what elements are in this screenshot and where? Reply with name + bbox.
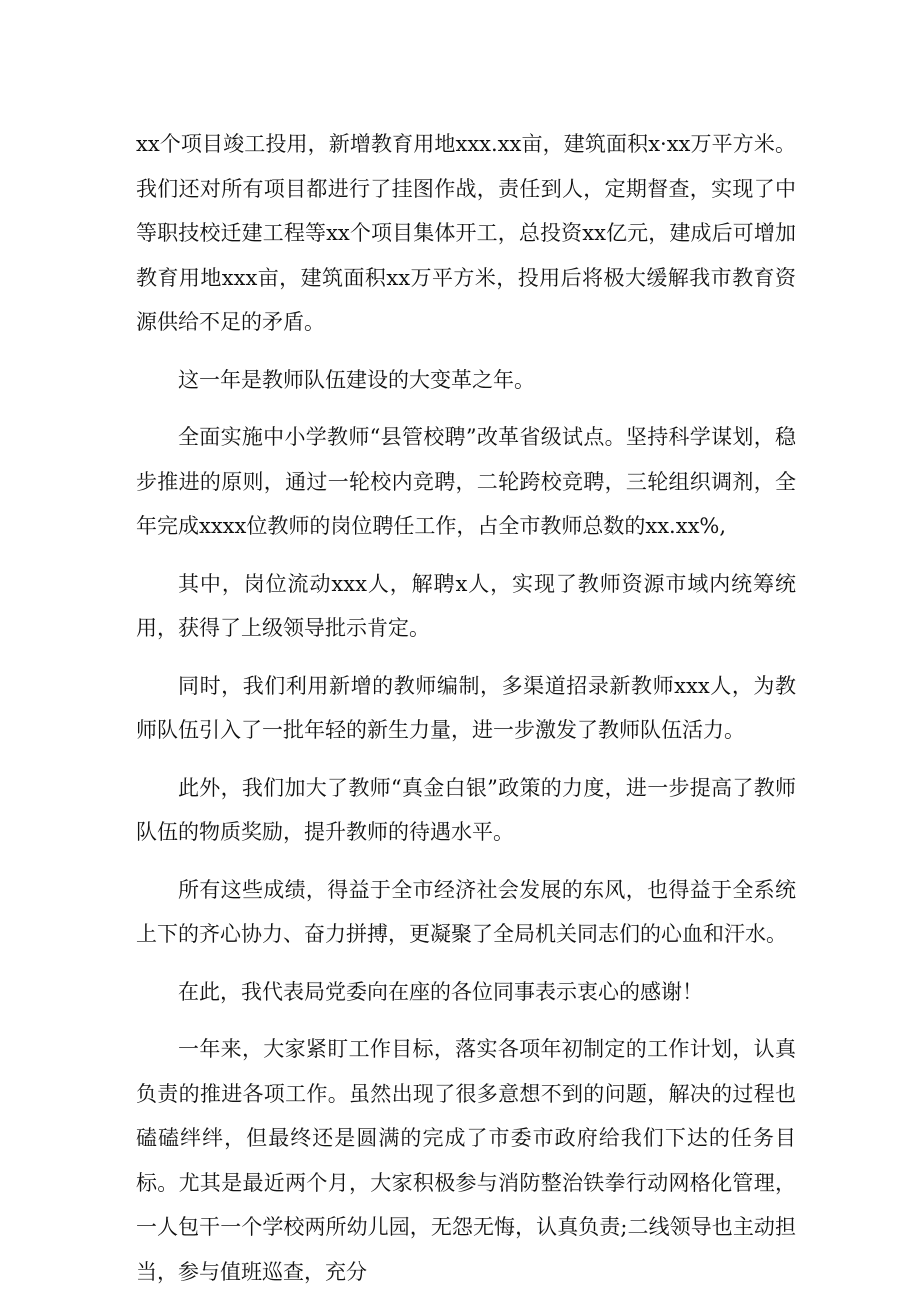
paragraph-year-review: 一年来，大家紧盯工作目标，落实各项年初制定的工作计划，认真负责的推进各项工作。虽然出现了很多意想不到的问题，解决的过程也磕磕绊绊，但最终还是圆满的完成了市委市政府给我们下达的任务目标。尤其是最近两个月，大家积极参与消防整治铁拳行动网格化管理，一人包干一个学校两所幼儿园，无怨无悔，认真负责;二线领导也主动担当，参与值班巡查，充分: [136, 1037, 796, 1284]
paragraph-continuation: xx个项目竣工投用，新增教育用地xxx.xx亩，建筑面积x·xx万平方米。我们还对所有项目都进行了挂图作战，责任到人，定期督查，实现了中等职技校迁建工程等xx个项目集体开工，总投资xx亿元，建成后可增加教育用地xxx亩，建筑面积xx万平方米，投用后将极大缓解我市教育资源供给不足的矛盾。: [136, 132, 796, 334]
paragraph-achievements-credit: 所有这些成绩，得益于全市经济社会发展的东风，也得益于全系统上下的齐心协力、奋力拼搏，更凝聚了全局机关同志们的心血和汗水。: [136, 877, 796, 946]
paragraph-teacher-mobility: 其中，岗位流动xxx人，解聘x人，实现了教师资源市域内统筹统用，获得了上级领导批示肯定。: [136, 571, 796, 640]
document-body: [136, 122, 796, 1307]
paragraph-teacher-reform-intro: 这一年是教师队伍建设的大变革之年。: [178, 367, 535, 392]
paragraph-new-teacher-recruitment: 同时，我们利用新增的教师编制，多渠道招录新教师xxx人，为教师队伍引入了一批年轻的新生力量，进一步激发了教师队伍活力。: [136, 673, 796, 742]
paragraph-teacher-incentives: 此外，我们加大了教师“真金白银”政策的力度，进一步提高了教师队伍的物质奖励，提升教师的待遇水平。: [136, 775, 796, 844]
paragraph-county-hiring-pilot: 全面实施中小学教师“县管校聘”改革省级试点。坚持科学谋划，稳步推进的原则，通过一轮校内竞聘，二轮跨校竞聘，三轮组织调剂，全年完成xxxx位教师的岗位聘任工作，占全市教师总数的xx.xx%,: [136, 425, 796, 538]
paragraph-thanks: 在此，我代表局党委向在座的各位同事表示衷心的感谢！: [178, 979, 703, 1004]
